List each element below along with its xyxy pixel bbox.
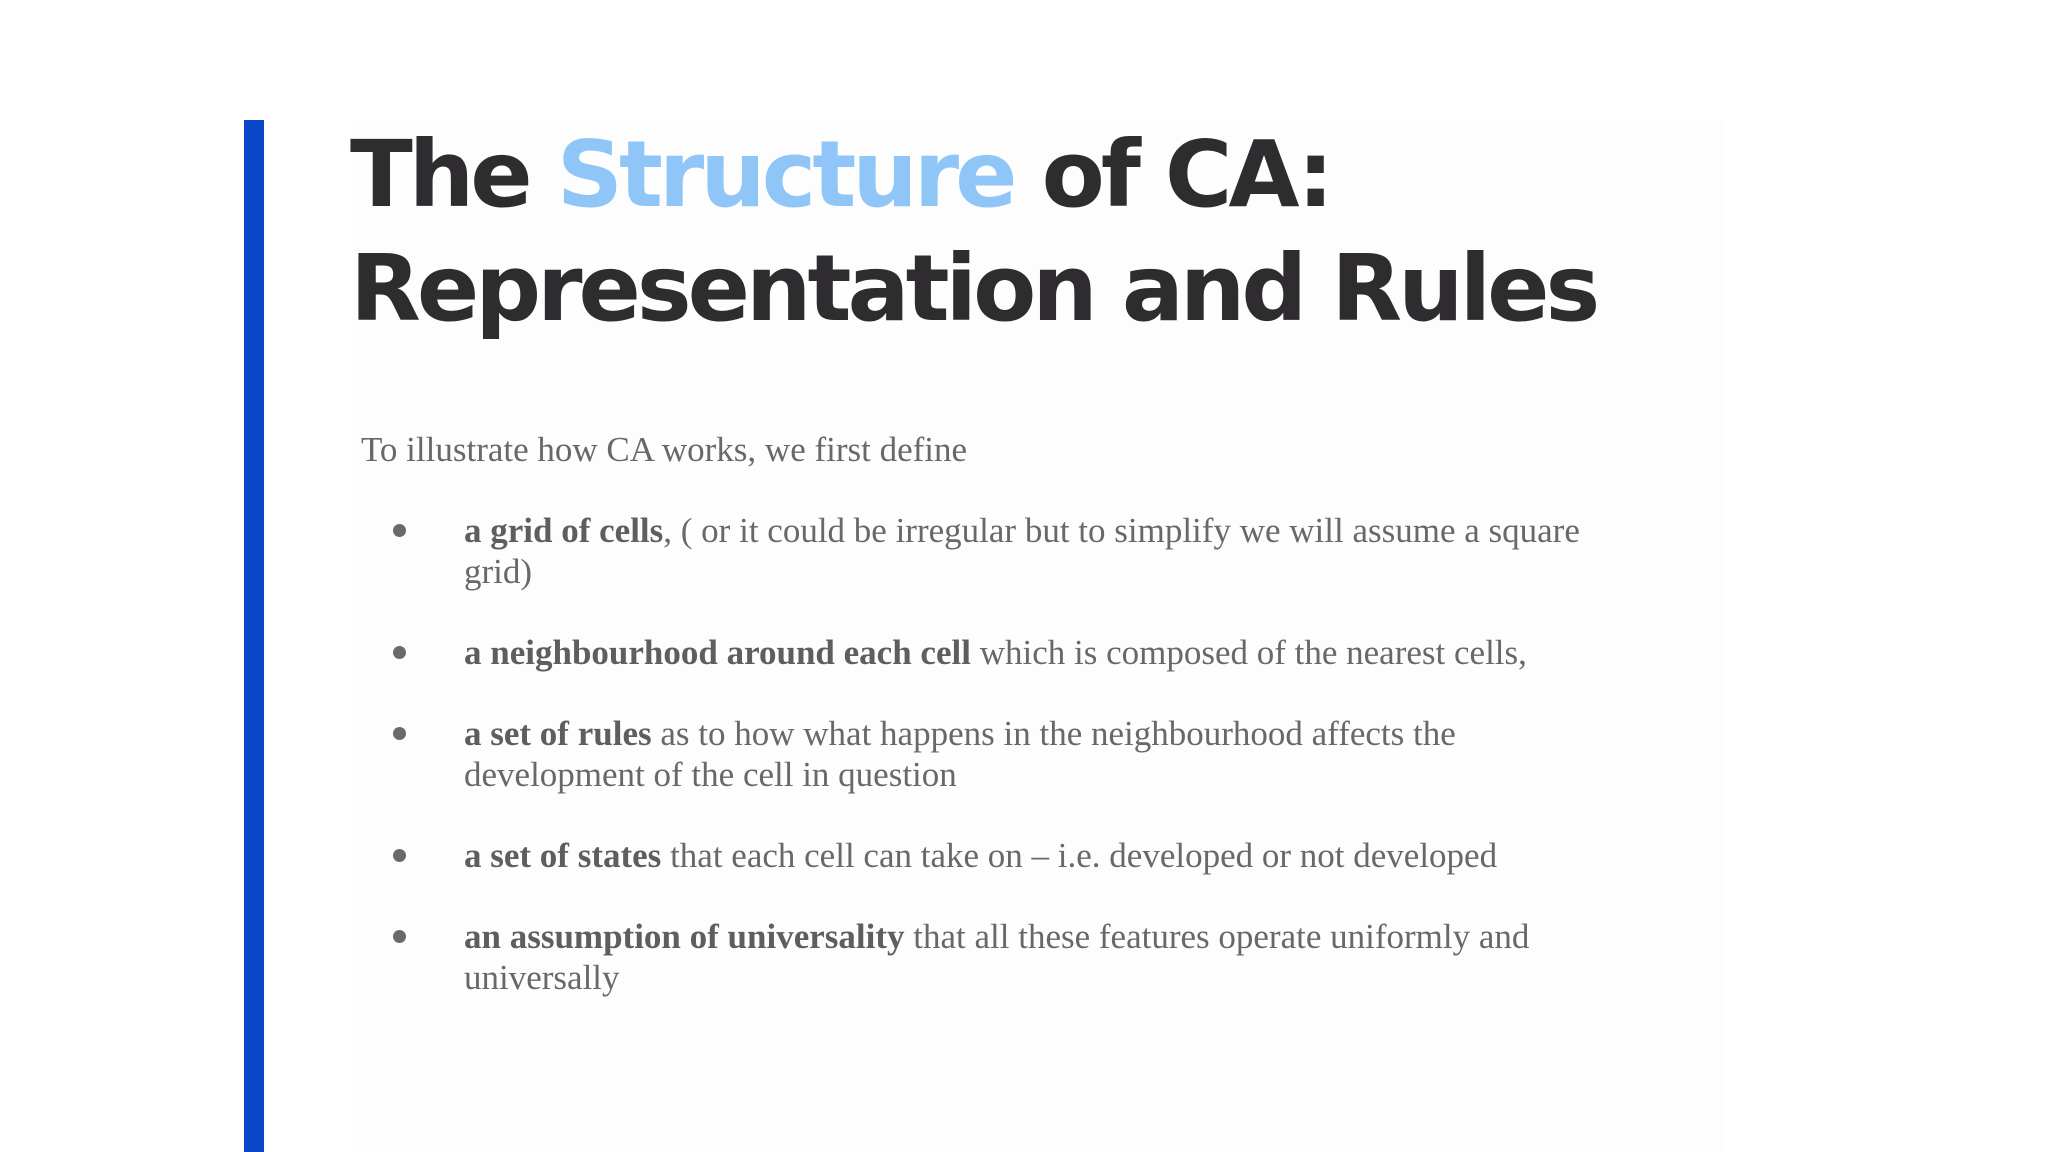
- bullet-dot-icon: [393, 727, 406, 740]
- accent-bar: [244, 120, 264, 1152]
- bullet-text: , ( or it could be irregular but to simplify we will assume a square grid): [464, 511, 1580, 591]
- bullet-list: [388, 510, 1628, 1038]
- bullet-bold-text: a grid of cells: [464, 511, 664, 550]
- bullet-item: [388, 632, 1628, 673]
- title-highlight: Structure: [556, 121, 1014, 228]
- slide-title: [350, 118, 1850, 346]
- bullet-dot-icon: [393, 849, 406, 862]
- title-line-2: Representation and Rules: [350, 235, 1597, 342]
- bullet-item: [388, 510, 1628, 592]
- bullet-bold-text: a neighbourhood around each cell: [464, 633, 971, 672]
- bullet-item: [388, 916, 1628, 998]
- title-line-1: [350, 121, 1330, 228]
- bullet-dot-icon: [393, 646, 406, 659]
- bullet-bold-text: a set of states: [464, 836, 662, 875]
- bullet-text: that all these features operate uniformly and universally: [464, 917, 1530, 997]
- bullet-bold-text: an assumption of universality: [464, 917, 905, 956]
- title-prefix: The: [350, 121, 557, 228]
- bullet-dot-icon: [393, 930, 406, 943]
- bullet-bold-text: a set of rules: [464, 714, 652, 753]
- intro-text: To illustrate how CA works, we first define: [361, 430, 968, 469]
- bullet-text: that each cell can take on – i.e. developed or not developed: [661, 836, 1498, 875]
- bullet-dot-icon: [393, 524, 406, 537]
- bullet-text: which is composed of the nearest cells,: [970, 633, 1527, 672]
- bullet-item: [388, 835, 1628, 876]
- bullet-item: [388, 713, 1628, 795]
- title-suffix: of CA:: [1013, 121, 1331, 228]
- bullet-text: as to how what happens in the neighbourhood affects the development of the cell in question: [464, 714, 1456, 794]
